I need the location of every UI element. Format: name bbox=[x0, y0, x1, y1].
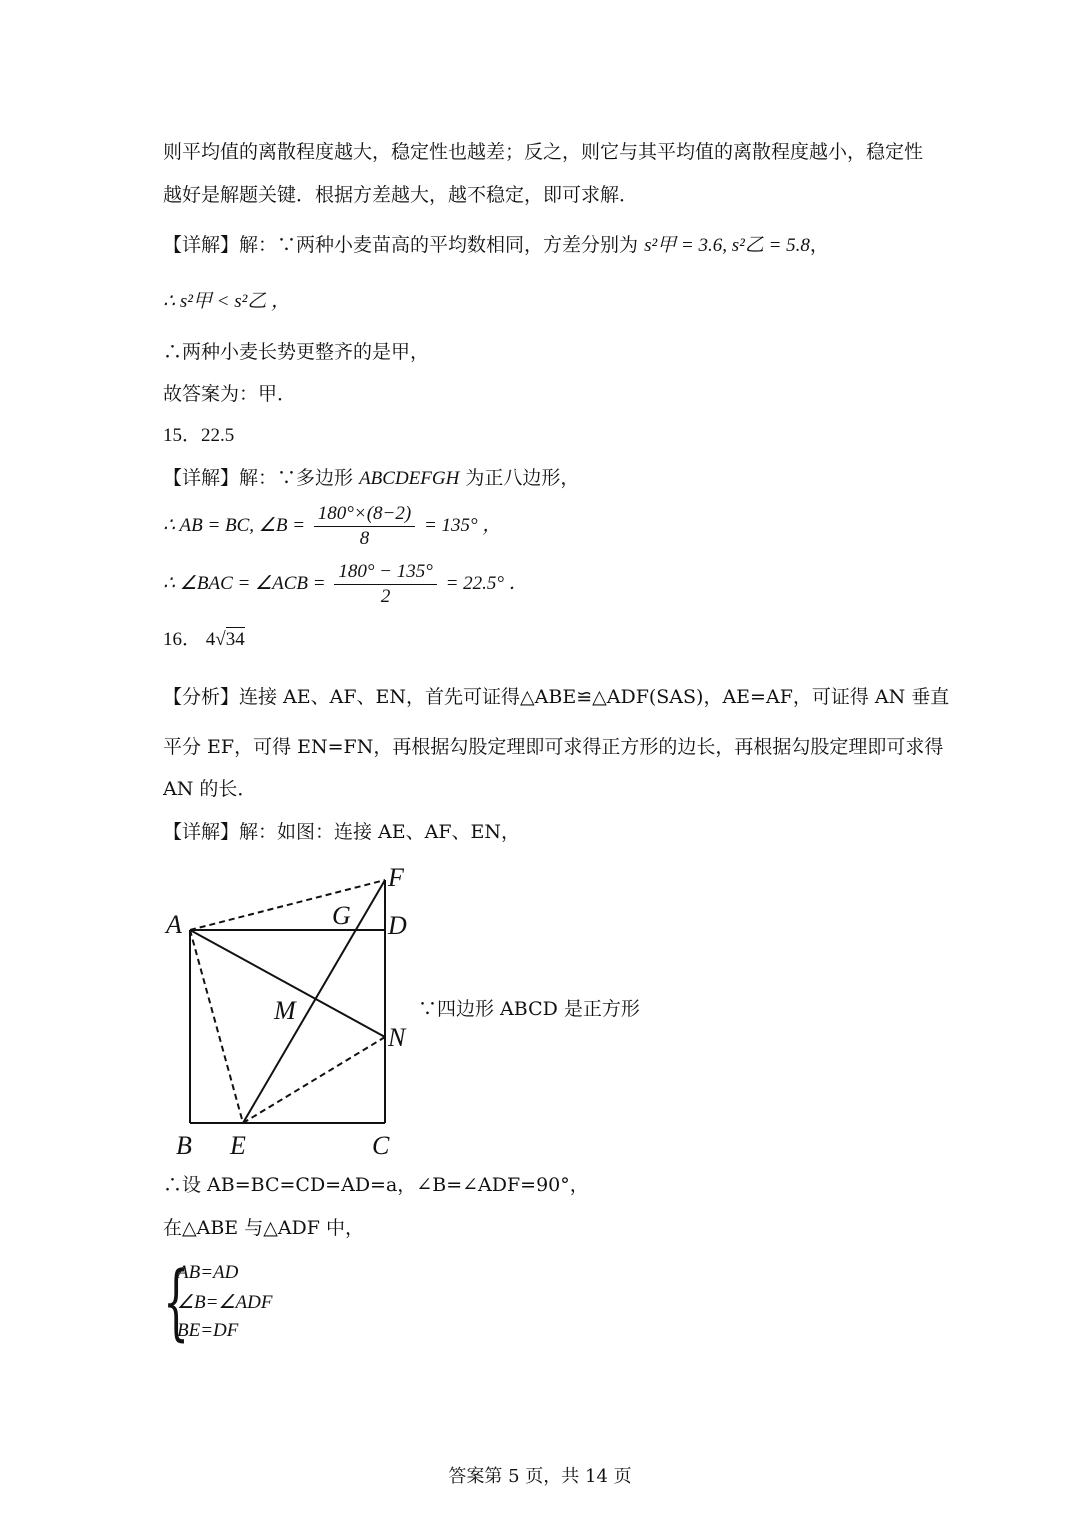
q15-line2-fraction bbox=[314, 502, 415, 551]
system-row-2: ∠B=∠ADF bbox=[177, 1292, 273, 1313]
segment-AE-dashed bbox=[190, 930, 243, 1123]
label-M: M bbox=[274, 996, 296, 1025]
paragraph-line-2: 越好是解题关键．根据方差越大，越不稳定，即可求解． bbox=[163, 184, 639, 206]
q15-detail-label: 【详解】 bbox=[163, 467, 240, 489]
label-G: G bbox=[332, 901, 351, 930]
let-line: ∴设 AB=BC=CD=AD=a，∠B=∠ADF=90°， bbox=[163, 1174, 589, 1196]
q16-radicand: 34 bbox=[225, 629, 245, 650]
label-F: F bbox=[388, 863, 404, 892]
figure-caption: ∵四边形 ABCD 是正方形 bbox=[418, 998, 640, 1020]
q15-line2-lhs: ∴ AB = BC, ∠B = bbox=[163, 514, 306, 536]
system-row-1: AB=AD bbox=[177, 1262, 239, 1283]
variance-compare: ∴ s²甲 < s²乙 ， bbox=[163, 291, 291, 312]
q15-line2-numerator: 180°×(8−2) bbox=[314, 502, 415, 527]
q16-detail-text: 解：如图：连接 AE、AF、EN， bbox=[239, 821, 521, 843]
q16-analysis-text-1: 连接 AE、AF、EN，首先可证得△ABE≌△ADF(SAS)，AE=AF，可证得 AN 垂直 bbox=[239, 686, 950, 708]
q15-line3 bbox=[163, 560, 528, 609]
q15-polygon: ABCDEFGH bbox=[359, 468, 460, 489]
q15-detail-tail: 为正八边形， bbox=[465, 467, 580, 489]
in-triangles-line: 在△ABE 与△ADF 中， bbox=[163, 1217, 364, 1239]
geometry-figure bbox=[150, 860, 430, 1165]
segment-EN-dashed bbox=[243, 1037, 385, 1123]
segment-EF bbox=[243, 880, 385, 1123]
q15-detail-text: 解：∵多边形 bbox=[239, 467, 354, 489]
q15-line2 bbox=[163, 502, 501, 551]
label-C: C bbox=[372, 1131, 390, 1160]
q15-line3-rhs: = 22.5° ． bbox=[445, 572, 528, 594]
label-B: B bbox=[176, 1131, 192, 1160]
q15-line3-lhs: ∴ ∠BAC = ∠ACB = bbox=[163, 572, 326, 594]
variance-formula: s²甲 = 3.6, s²乙 = 5.8 bbox=[644, 235, 810, 256]
q16-detail-label: 【详解】 bbox=[163, 821, 240, 843]
q16-analysis-label: 【分析】 bbox=[163, 686, 240, 708]
brace-symbol: { bbox=[163, 1255, 190, 1350]
q15-heading: 15．22.5 bbox=[163, 425, 235, 446]
label-A: A bbox=[166, 910, 182, 939]
q15-line3-numerator: 180° − 135° bbox=[334, 560, 437, 585]
detail-line-14: 【详解】解：∵两种小麦苗高的平均数相同，方差分别为 s²甲 = 3.6, s²乙 = 5.8， bbox=[163, 234, 829, 256]
label-N: N bbox=[388, 1023, 406, 1052]
q15-line3-fraction bbox=[334, 560, 437, 609]
q15-line2-rhs: = 135° ， bbox=[423, 514, 502, 536]
label-D: D bbox=[388, 911, 407, 940]
answer-line: 故答案为：甲． bbox=[163, 383, 297, 405]
segment-AF-dashed bbox=[190, 880, 385, 930]
system-row-3: BE=DF bbox=[177, 1320, 239, 1341]
detail-text: 解：∵两种小麦苗高的平均数相同，方差分别为 bbox=[239, 234, 639, 256]
label-E: E bbox=[230, 1131, 246, 1160]
q16-analysis-2: 平分 EF，可得 EN=FN，再根据勾股定理即可求得正方形的边长，再根据勾股定理即可求得 bbox=[163, 736, 944, 758]
q16-number: 16． bbox=[163, 629, 202, 650]
detail-label: 【详解】 bbox=[163, 234, 240, 256]
conclusion-line: ∴两种小麦长势更整齐的是甲， bbox=[163, 341, 430, 363]
q15-detail bbox=[163, 466, 579, 491]
q15-line2-denominator: 8 bbox=[359, 528, 370, 549]
paragraph-line-1: 则平均值的离散程度越大，稳定性也越差；反之，则它与其平均值的离散程度越小，稳定性 bbox=[163, 141, 924, 163]
q16-analysis-1 bbox=[163, 685, 949, 709]
q15-line3-denominator: 2 bbox=[380, 586, 391, 607]
q16-heading: 16． 4√34 bbox=[163, 629, 245, 650]
q16-detail bbox=[163, 820, 520, 844]
q16-analysis-3: AN 的长． bbox=[163, 778, 257, 800]
page-footer: 答案第 5 页，共 14 页 bbox=[448, 1466, 632, 1487]
q16-coefficient: 4 bbox=[205, 629, 216, 650]
